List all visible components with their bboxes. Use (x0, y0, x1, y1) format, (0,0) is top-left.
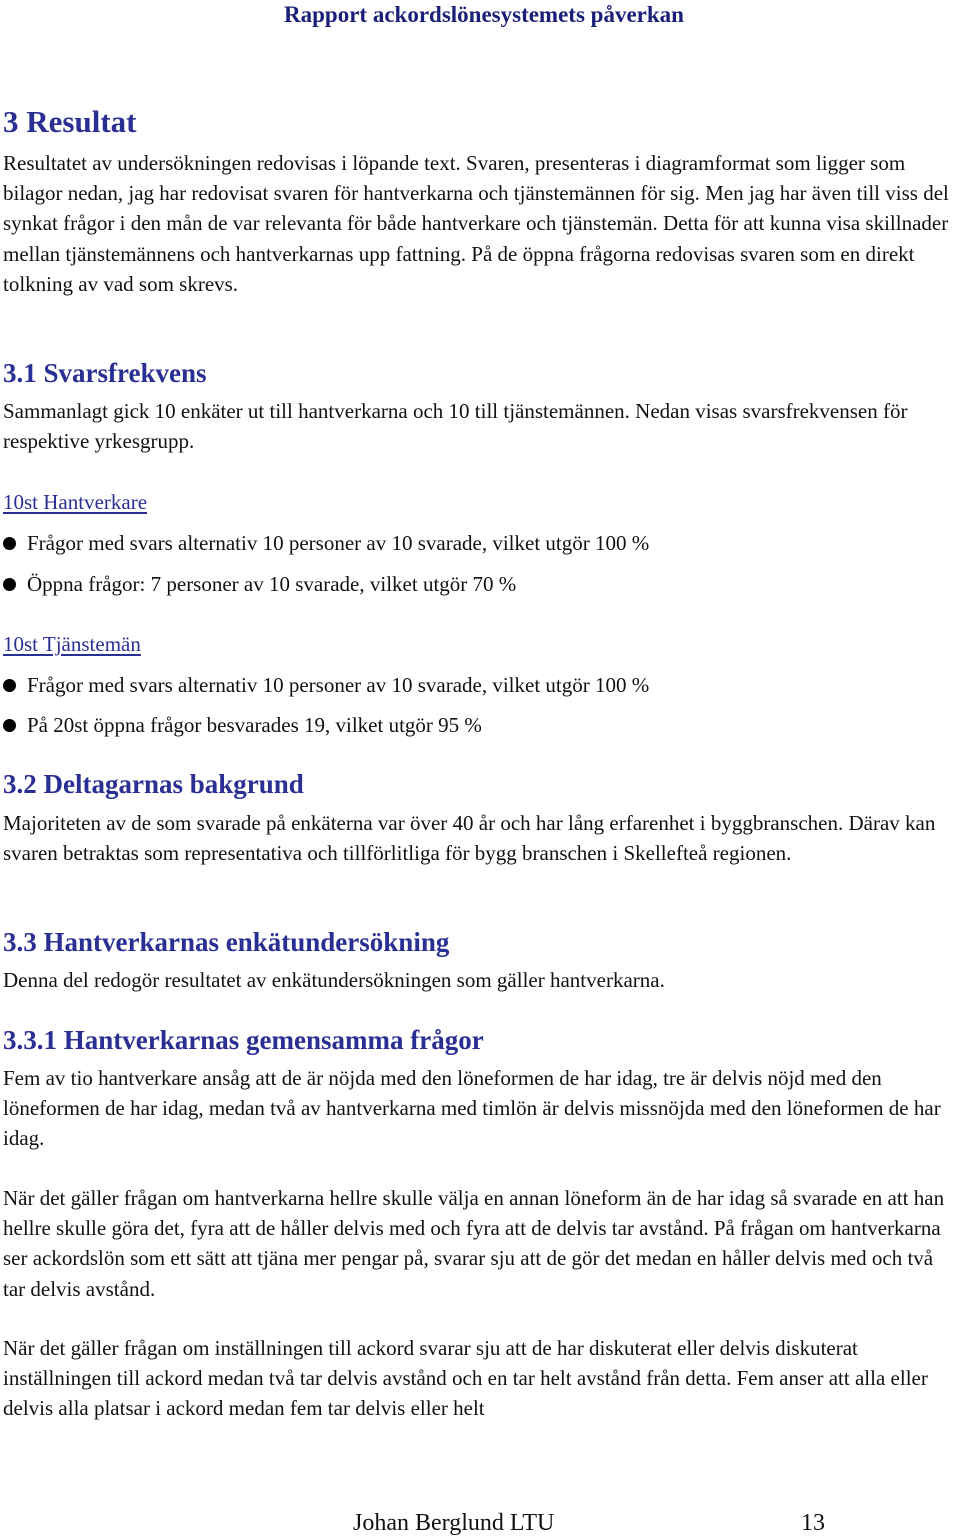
subheading-hantverkare: 10st Hantverkare (3, 490, 148, 514)
bullet-icon (3, 578, 16, 591)
heading-3-3-1-gemensamma-fragor: 3.3.1 Hantverkarnas gemensamma frågor (3, 1025, 484, 1055)
heading-3-1-svarsfrekvens: 3.1 Svarsfrekvens (3, 358, 207, 388)
bullet-text: Frågor med svars alternativ 10 personer av 10 svarade, vilket utgör 100 % (27, 531, 650, 555)
subheading-tjanstemen: 10st Tjänstemän (3, 632, 141, 656)
bullet-text: Öppna frågor: 7 personer av 10 svarade, vilket utgör 70 % (27, 572, 517, 596)
heading-3-resultat: 3 Resultat (3, 104, 137, 139)
footer-author: Johan Berglund LTU (353, 1510, 555, 1536)
gemensamma-paragraph-2: När det gäller frågan om hantverkarna hellre skulle välja en annan löneform än de har idag så svarade en att han hellre skulle göra det, fyra att de håller delvis med och fyra att de delvis tar avstånd. På frågan om hantverkarna ser ackordslön som ett sätt att tjäna mer pengar på, svarar sju att de gör det medan en håller delvis med och två tar delvis avstånd. (3, 1186, 945, 1301)
bullet-text: Frågor med svars alternativ 10 personer av 10 svarade, vilket utgör 100 % (27, 673, 650, 697)
gemensamma-paragraph-1: Fem av tio hantverkare ansåg att de är nöjda med den löneformen de har idag, tre är delvis nöjd med den löneformen de har idag, medan två av hantverkarna med timlön är delvis missnöjda med den löneformen de har idag. (3, 1066, 941, 1151)
bullet-item (3, 710, 903, 740)
svarsfrekvens-paragraph: Sammanlagt gick 10 enkäter ut till hantverkarna och 10 till tjänstemännen. Nedan visas svarsfrekvensen för respektive yrkesgrupp. (3, 399, 908, 454)
bullet-text: På 20st öppna frågor besvarades 19, vilket utgör 95 % (27, 713, 482, 737)
bakgrund-paragraph: Majoriteten av de som svarade på enkäterna var över 40 år och har lång erfarenhet i byggbranschen. Därav kan svaren betraktas som representativa och tillförlitliga för bygg branschen i Skellefteå regionen. (3, 811, 936, 866)
page-number: 13 (801, 1510, 825, 1536)
heading-3-2-bakgrund: 3.2 Deltagarnas bakgrund (3, 769, 304, 799)
bullet-icon (3, 537, 16, 550)
bullet-icon (3, 679, 16, 692)
intro-paragraph: Resultatet av undersökningen redovisas i löpande text. Svaren, presenteras i diagramformat som ligger som bilagor nedan, jag har redovisat svaren för hantverkarna och tjänstemännen för sig. Men jag har även till viss del synkat frågor i den mån de var relevanta för både hantverkare och tjänstemän. Detta för att kunna visa skillnader mellan tjänstemännens och hantverkarnas upp fattning. På de öppna frågorna redovisas svaren som en direkt tolkning av vad som skrevs. (3, 151, 949, 296)
bullet-icon (3, 719, 16, 732)
bullet-item (3, 670, 903, 700)
bullet-item (3, 528, 903, 558)
heading-3-3-enkatundersokning: 3.3 Hantverkarnas enkätundersökning (3, 927, 450, 957)
enkatundersokning-paragraph: Denna del redogör resultatet av enkätundersökningen som gäller hantverkarna. (3, 968, 665, 992)
gemensamma-paragraph-3: När det gäller frågan om inställningen till ackord svarar sju att de har diskuterat eller delvis diskuterat inställningen till ackord medan två tar delvis avstånd och en tar helt avstånd från detta. Fem anser att alla eller delvis alla platsar i ackord medan fem tar delvis eller helt (3, 1336, 928, 1421)
running-header: Rapport ackordslönesystemets påverkan (284, 2, 684, 27)
bullet-item (3, 569, 903, 599)
